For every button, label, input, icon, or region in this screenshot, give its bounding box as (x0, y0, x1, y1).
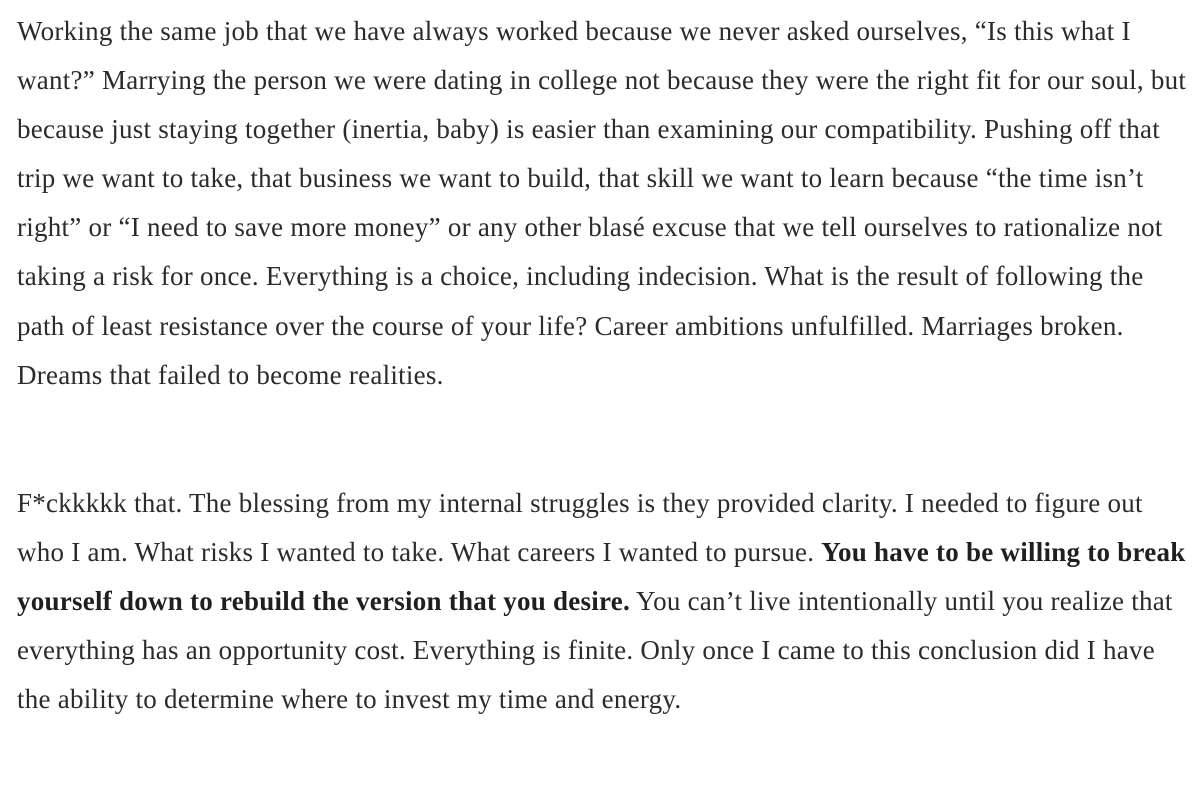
paragraph-2-conclusion: You can’t live intentionally until you realize that everything has an opportunity cost. Everything is finite. Only once I came to this conclusion did I have the ability to determine where to invest my time and energy. (17, 586, 1173, 715)
bold-emphasis: You have to be willing to break yourself down to rebuild the version that you desire. (17, 537, 1186, 617)
paragraph-2-intro: F*ckkkkk that. The blessing from my internal struggles is they provided clarity. I needed to figure out who I am. What risks I wanted to take. What careers I wanted to pursue. (17, 488, 1143, 568)
paragraph-2 (17, 479, 1193, 724)
paragraph-1: Working the same job that we have always worked because we never asked ourselves, “Is this what I want?” Marrying the person we were dating in college not because they were the right fit for our soul, but because just staying together (inertia, baby) is easier than examining our compatibility. Pushing off that trip we want to take, that business we want to build, that skill we want to learn because “the time isn’t right” or “I need to save more money” or any other blasé excuse that we tell ourselves to rationalize not taking a risk for once. Everything is a choice, including indecision. What is the result of following the path of least resistance over the course of your life? Career ambitions unfulfilled. Marriages broken. Dreams that failed to become realities. (17, 16, 1187, 390)
